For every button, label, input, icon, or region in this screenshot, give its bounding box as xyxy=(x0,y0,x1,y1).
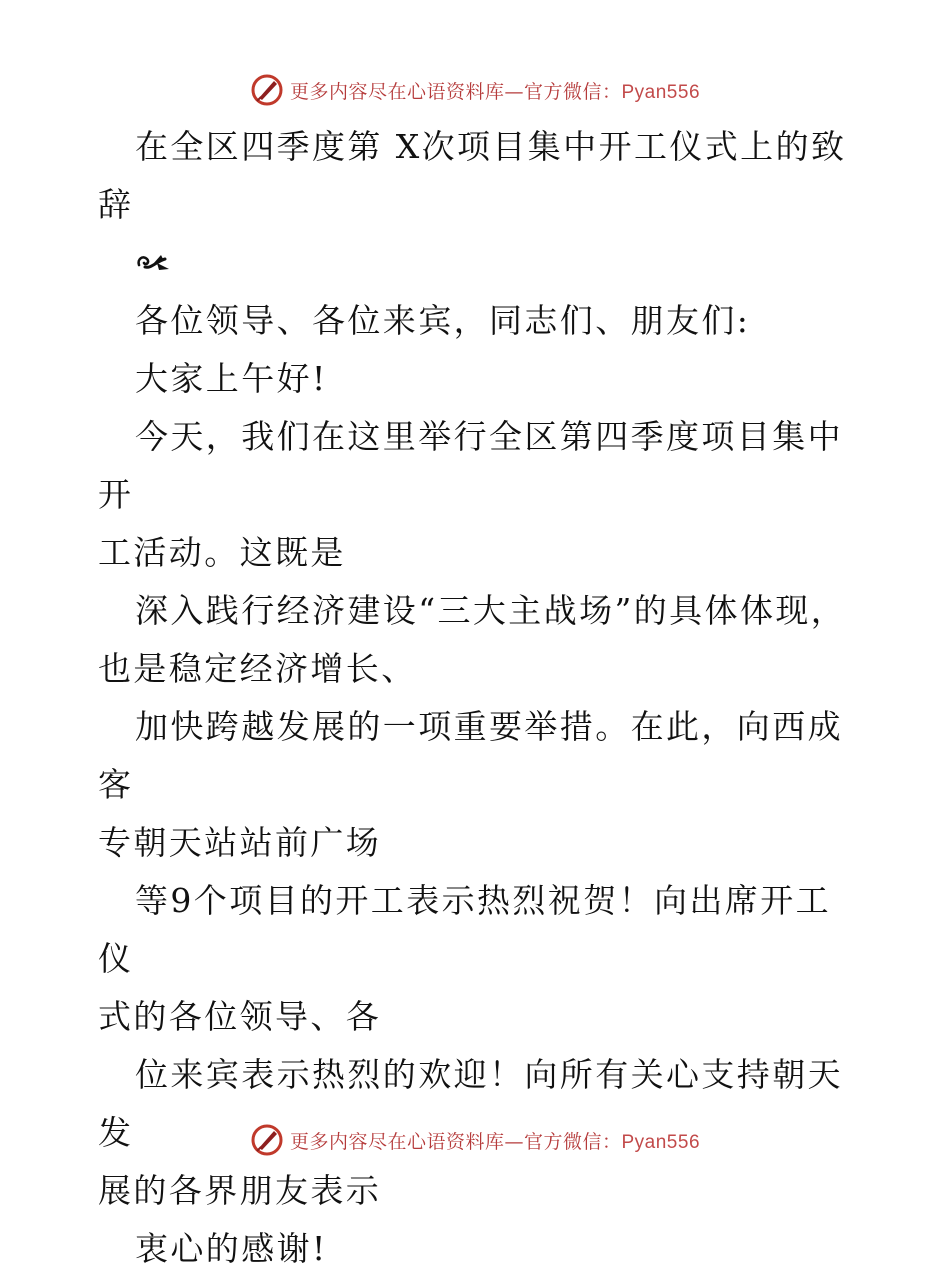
wechat-id: Pyan556 xyxy=(621,81,701,103)
paragraph-closing: 衷心的感谢! xyxy=(135,1229,328,1268)
paragraph-body: 深入践行经济建设“三大主战场”的具体体现， 也是稳定经济增长、 xyxy=(98,591,847,688)
paragraph-body: 加快跨越发展的一项重要举措。在此，向西成客 专朝天站站前广场 xyxy=(98,707,843,862)
watermark-text: 更多内容尽在心语资料库—官方微信：Pyan556 xyxy=(289,1130,701,1153)
paragraph-body: 今天，我们在这里举行全区第四季度项目集中开 工活动。这既是 xyxy=(98,417,843,572)
paragraph-body: 位来宾表示热烈的欢迎！向所有关心支持朝天发 展的各界朋友表示 xyxy=(98,1055,843,1210)
fleuron-ornament-icon xyxy=(135,251,171,275)
wechat-id: Pyan556 xyxy=(621,1131,701,1153)
footer-watermark-banner xyxy=(0,1120,950,1160)
watermark-text: 更多内容尽在心语资料库—官方微信：Pyan556 xyxy=(289,80,701,103)
paragraph-body: 等9个项目的开工表示热烈祝贺！向出席开工仪 式的各位领导、各 xyxy=(98,881,831,1036)
quill-logo-icon xyxy=(250,73,284,107)
paragraph-salutation: 大家上午好! xyxy=(135,359,328,398)
paragraph-greeting: 各位领导、各位来宾，同志们、朋友们: xyxy=(135,301,751,340)
document-title: 在全区四季度第 X次项目集中开工仪式上的致 辞 xyxy=(98,127,847,224)
header-watermark-banner xyxy=(0,70,950,110)
quill-logo-icon xyxy=(250,1123,284,1157)
ornament-divider xyxy=(98,234,858,292)
document-body xyxy=(98,118,858,1278)
